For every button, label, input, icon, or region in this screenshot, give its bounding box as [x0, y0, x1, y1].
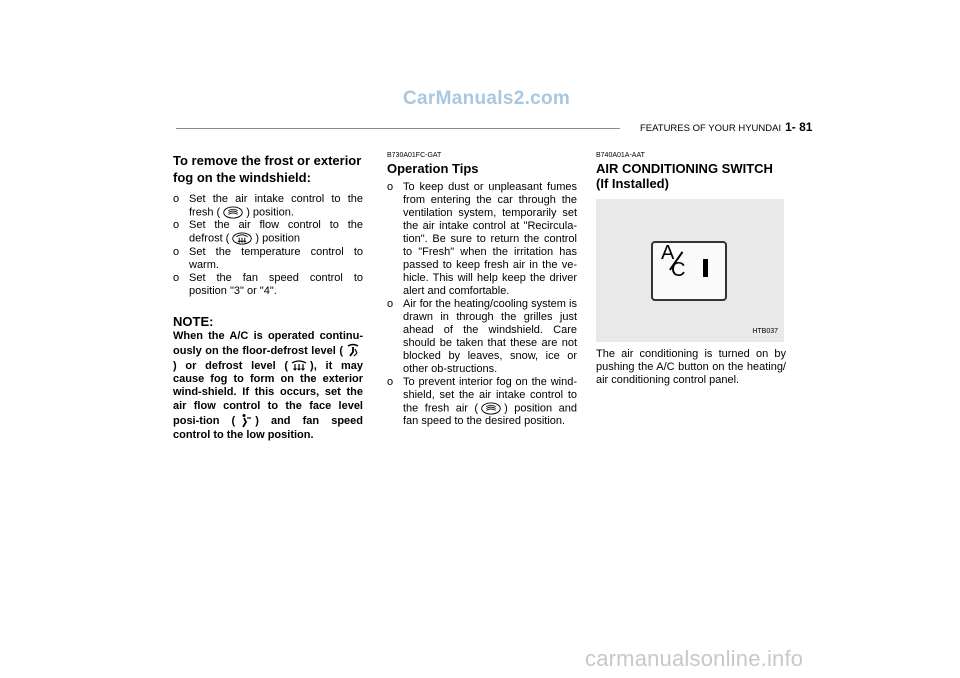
ac-label-a: A — [661, 242, 675, 264]
defrost-heading: To remove the frost or exterior fog on the windshield: — [173, 153, 362, 185]
page-number: 1- 81 — [785, 120, 813, 134]
floor-defrost-icon — [345, 343, 361, 359]
note-heading: NOTE: — [173, 313, 214, 329]
defrost-icon — [290, 359, 308, 373]
ac-switch-description: The air conditioning is turned on by pushing the A/C button on the heating/ air conditioning control panel. — [596, 348, 786, 386]
header-rule — [176, 128, 620, 129]
ac-label-c: C — [671, 259, 686, 281]
list-item: o Set the air flow control to the defrost ( ) position — [173, 219, 363, 245]
list-item: o To keep dust or unpleasant fumes from entering the car through the ventilation system, temporarily set the air intake control at "Recircula-tion". Be sure to return the control to "Fresh" when the irritation has passed to keep fresh air in the ve-hicle. This will help keep the driver alert and comfortable. — [387, 181, 577, 297]
face-level-icon — [237, 413, 253, 429]
fresh-air-icon — [222, 206, 244, 219]
column-defrost — [173, 152, 363, 442]
indicator-bar-icon — [703, 259, 708, 277]
section-title: FEATURES OF YOUR HYUNDAI — [640, 123, 782, 134]
fresh-air-icon — [480, 402, 502, 415]
note-body: When the A/C is operated continu-ously on the floor-defrost level () or defrost level ( ), it may cause fog to form on the exterior wind-shield. If this occurs, set the air flow control to the face level posi-tion ( ) and fan speed control to the low position. — [173, 329, 363, 441]
figure-id: HTB037 — [752, 328, 778, 335]
ac-switch-heading: AIR CONDITIONING SWITCH (If Installed) — [596, 161, 773, 191]
watermark-top[interactable]: CarManuals2.com — [403, 88, 571, 109]
list-item: o Set the fan speed control to position "3" or "4". — [173, 271, 363, 297]
list-item: o Air for the heating/cooling system is drawn in through the grilles just ahead of the windshield. Care should be taken that these are not blocked by leaves, snow, ice or other ob-structions. — [387, 298, 577, 375]
section-code: B730A01FC-GAT — [387, 152, 442, 159]
list-item: o Set the air intake control to the fresh ( ) position. — [173, 193, 363, 219]
operation-tips-list — [387, 181, 577, 428]
list-item: o Set the temperature control to warm. — [173, 245, 363, 271]
ac-switch-figure — [596, 199, 784, 342]
column-ac-switch — [596, 152, 786, 387]
list-item: o To prevent interior fog on the wind-shield, set the air intake control to the fresh air ( ) position and fan speed to the desired position. — [387, 376, 577, 428]
section-code: B740A01A-AAT — [596, 152, 645, 159]
defrost-icon — [231, 232, 253, 245]
watermark-bottom[interactable]: carmanualsonline.info — [585, 646, 804, 671]
operation-tips-heading: Operation Tips — [387, 161, 479, 176]
ac-button-illustration — [651, 241, 727, 301]
page-header — [640, 120, 812, 134]
defrost-steps — [173, 193, 363, 298]
column-operation-tips — [387, 152, 577, 428]
